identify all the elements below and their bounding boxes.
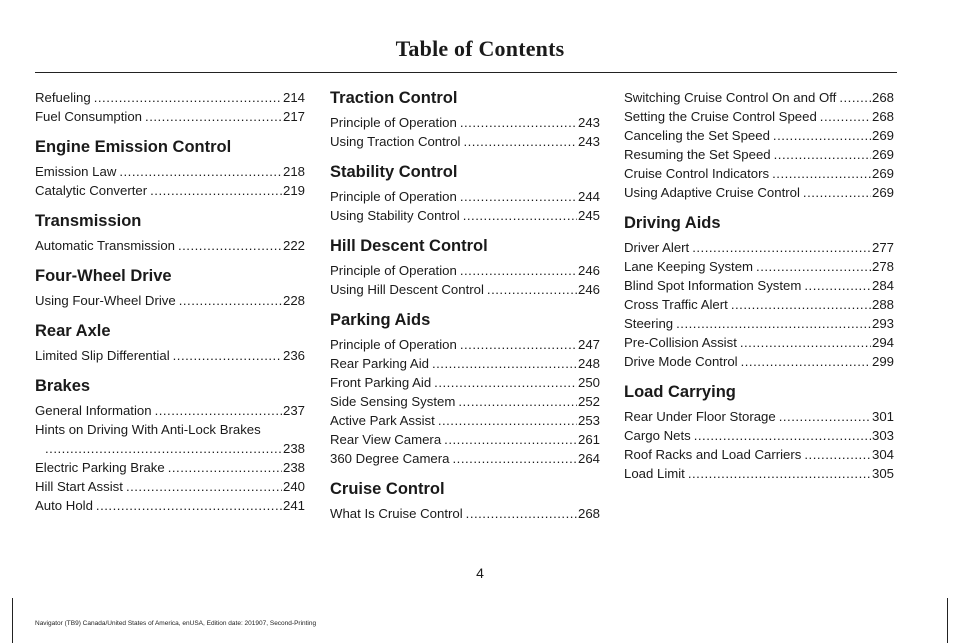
toc-entry-page: 243 [577,115,600,130]
toc-entry-label: Principle of Operation [330,115,457,130]
toc-entry-page: 218 [282,164,305,179]
dot-leader [460,113,577,132]
toc-entry-label: Principle of Operation [330,337,457,352]
dot-leader [774,145,871,164]
toc-entry-label: Setting the Cruise Control Speed [624,109,817,124]
toc-entry[interactable] [35,496,305,515]
toc-entry-label: Using Traction Control [330,134,461,149]
dot-leader [487,280,577,299]
toc-entry[interactable] [624,257,894,276]
crop-mark [12,598,13,643]
toc-entry-label: Driver Alert [624,240,690,255]
toc-entry[interactable] [624,145,894,164]
toc-entry-label: Blind Spot Information System [624,278,802,293]
toc-entry-page: 294 [871,335,894,350]
dot-leader [178,236,282,255]
toc-entry-page: 237 [282,403,305,418]
toc-entry-page: 269 [871,166,894,181]
toc-entry-label: Rear Parking Aid [330,356,429,371]
toc-entry[interactable] [35,346,305,365]
section-heading: Cruise Control [330,480,445,498]
toc-entry-page: 304 [871,447,894,462]
toc-entry[interactable] [330,392,600,411]
toc-entry-label: Using Adaptive Cruise Control [624,185,800,200]
toc-entry-label: Cross Traffic Alert [624,297,728,312]
toc-entry-label: Cruise Control Indicators [624,166,770,181]
dot-leader [432,354,577,373]
toc-entry-page: 284 [871,278,894,293]
toc-entry-label: 360 Degree Camera [330,451,450,466]
dot-leader [740,333,871,352]
toc-entry[interactable] [330,280,600,299]
toc-entry-label: Rear Under Floor Storage [624,409,776,424]
toc-entry-label: Auto Hold [35,498,93,513]
dot-leader [150,181,282,200]
toc-entry-label: Principle of Operation [330,263,457,278]
dot-leader [820,107,871,126]
dot-leader [94,88,282,107]
toc-entry-label: Active Park Assist [330,413,435,428]
toc-entry[interactable] [330,187,600,206]
dot-leader [460,187,577,206]
toc-entry-page: 268 [577,506,600,521]
toc-entry-label: General Information [35,403,152,418]
toc-entry-page: 253 [577,413,600,428]
toc-entry-page: 245 [577,208,600,223]
toc-entry-page: 246 [577,263,600,278]
toc-entry-label: Limited Slip Differential [35,348,170,363]
toc-entry-page: 250 [577,375,600,390]
dot-leader [438,411,577,430]
toc-entry-page: 240 [282,479,305,494]
dot-leader [168,458,282,477]
toc-entry-page: 269 [871,128,894,143]
toc-entry-label: Resuming the Set Speed [624,147,771,162]
toc-entry-label: Lane Keeping System [624,259,754,274]
toc-entry[interactable] [624,314,894,333]
toc-entry[interactable] [624,426,894,445]
toc-entry-label: What Is Cruise Control [330,506,463,521]
toc-entry-page: 261 [577,432,600,447]
toc-entry[interactable] [624,445,894,464]
dot-leader [453,449,577,468]
dot-leader [779,407,871,426]
dot-leader [126,477,282,496]
toc-entry-page: 268 [871,90,894,105]
toc-column-1 [35,88,305,515]
toc-entry[interactable] [624,333,894,352]
toc-entry-page: 301 [871,409,894,424]
dot-leader [773,126,871,145]
dot-leader [458,392,577,411]
toc-entry-label: Hints on Driving With Anti-Lock Brakes [35,422,261,437]
toc-entry[interactable] [624,295,894,314]
toc-entry[interactable] [35,181,305,200]
toc-entry-page: 299 [871,354,894,369]
toc-entry-label: Refueling [35,90,91,105]
toc-entry-page: 238 [282,441,305,456]
dot-leader [173,346,282,365]
dot-leader [463,132,577,151]
dot-leader [155,401,282,420]
toc-entry-page: 269 [871,185,894,200]
toc-entry[interactable] [330,335,600,354]
toc-entry-page: 241 [282,498,305,513]
toc-entry-label: Roof Racks and Load Carriers [624,447,802,462]
page-title: Table of Contents [395,36,565,61]
toc-entry-page: 277 [871,240,894,255]
toc-entry-label: Canceling the Set Speed [624,128,770,143]
toc-entry[interactable] [330,113,600,132]
toc-entry-page: 278 [871,259,894,274]
toc-entry[interactable] [624,88,894,107]
toc-entry-page: 244 [577,189,600,204]
toc-entry-label: Using Stability Control [330,208,460,223]
toc-entry-label: Rear View Camera [330,432,442,447]
toc-entry-page: 305 [871,466,894,481]
toc-entry[interactable] [624,352,894,371]
toc-entry-label: Front Parking Aid [330,375,432,390]
dot-leader [145,107,282,126]
toc-entry-page: 247 [577,337,600,352]
toc-entry[interactable] [330,411,600,430]
dot-leader [741,352,871,371]
section-heading: Stability Control [330,163,458,181]
dot-leader [804,445,871,464]
toc-entry-page: 228 [282,293,305,308]
toc-entry-label: Fuel Consumption [35,109,143,124]
toc-entry[interactable] [35,439,305,458]
dot-leader [119,162,282,181]
toc-entry[interactable] [330,206,600,225]
toc-entry[interactable] [624,107,894,126]
section-heading: Transmission [35,212,142,230]
toc-entry[interactable] [624,407,894,426]
toc-entry-label: Principle of Operation [330,189,457,204]
toc-entry-label: Using Four-Wheel Drive [35,293,176,308]
toc-entry[interactable] [330,261,600,280]
toc-entry[interactable] [330,373,600,392]
toc-entry-page: 217 [282,109,305,124]
section-heading: Load Carrying [624,383,736,401]
toc-entry-label: Switching Cruise Control On and Off [624,90,837,105]
toc-entry[interactable] [35,291,305,310]
toc-entry-label: Automatic Transmission [35,238,175,253]
toc-entry-page: 293 [871,316,894,331]
toc-entry[interactable] [35,477,305,496]
dot-leader [692,238,871,257]
toc-entry-label: Emission Law [35,164,117,179]
toc-entry-page: 264 [577,451,600,466]
crop-mark [947,598,948,643]
toc-entry[interactable] [330,449,600,468]
dot-leader [803,183,871,202]
toc-entry[interactable] [35,107,305,126]
header-divider [35,72,897,73]
toc-entry[interactable] [330,430,600,449]
dot-leader [463,206,577,225]
toc-entry[interactable] [330,132,600,151]
toc-entry-page: 214 [282,90,305,105]
section-heading: Brakes [35,377,91,395]
dot-leader [45,439,282,458]
dot-leader [756,257,871,276]
dot-leader [444,430,577,449]
toc-entry-page: 236 [282,348,305,363]
dot-leader [434,373,577,392]
toc-entry-page: 248 [577,356,600,371]
toc-entry-label: Load Limit [624,466,685,481]
toc-entry-label: Side Sensing System [330,394,456,409]
toc-entry[interactable] [624,126,894,145]
toc-entry[interactable] [624,464,894,483]
dot-leader [772,164,871,183]
toc-entry-page: 303 [871,428,894,443]
dot-leader [460,261,577,280]
toc-entry[interactable] [35,88,305,107]
edition-footer: Navigator (TB9) Canada/United States of America, enUSA, Edition date: 201907, Second-Printing [35,620,317,627]
toc-entry-page: 268 [871,109,894,124]
toc-entry-label: Steering [624,316,674,331]
dot-leader [96,496,282,515]
toc-entry-page: 243 [577,134,600,149]
toc-entry[interactable] [35,458,305,477]
toc-column-2 [330,88,600,523]
section-heading: Rear Axle [35,322,111,340]
dot-leader [731,295,871,314]
section-heading: Traction Control [330,89,458,107]
toc-entry-page: 238 [282,460,305,475]
toc-entry-label: Using Hill Descent Control [330,282,484,297]
section-heading: Hill Descent Control [330,237,488,255]
toc-entry[interactable] [35,420,305,439]
toc-entry-page: 219 [282,183,305,198]
toc-entry[interactable] [35,401,305,420]
toc-entry[interactable] [624,276,894,295]
dot-leader [694,426,871,445]
toc-entry-label: Hill Start Assist [35,479,123,494]
toc-entry-page: 288 [871,297,894,312]
toc-entry[interactable] [624,164,894,183]
toc-entry-label: Cargo Nets [624,428,691,443]
toc-entry[interactable] [330,354,600,373]
dot-leader [839,88,871,107]
section-heading: Parking Aids [330,311,431,329]
toc-entry-page: 269 [871,147,894,162]
section-heading: Driving Aids [624,214,721,232]
dot-leader [460,335,577,354]
section-heading: Four-Wheel Drive [35,267,172,285]
dot-leader [466,504,577,523]
section-heading: Engine Emission Control [35,138,232,156]
toc-entry-label: Pre-Collision Assist [624,335,737,350]
toc-column-3 [624,88,894,483]
toc-entry-page: 246 [577,282,600,297]
toc-entry[interactable] [330,504,600,523]
dot-leader [804,276,871,295]
toc-entry-page: 252 [577,394,600,409]
toc-entry-label: Catalytic Converter [35,183,148,198]
dot-leader [676,314,871,333]
page-number: 4 [476,565,484,581]
toc-entry[interactable] [35,236,305,255]
dot-leader [179,291,282,310]
toc-entry[interactable] [624,183,894,202]
toc-entry-label: Electric Parking Brake [35,460,165,475]
dot-leader [688,464,871,483]
toc-entry-page: 222 [282,238,305,253]
toc-entry[interactable] [35,162,305,181]
toc-entry-label: Drive Mode Control [624,354,738,369]
toc-entry[interactable] [624,238,894,257]
